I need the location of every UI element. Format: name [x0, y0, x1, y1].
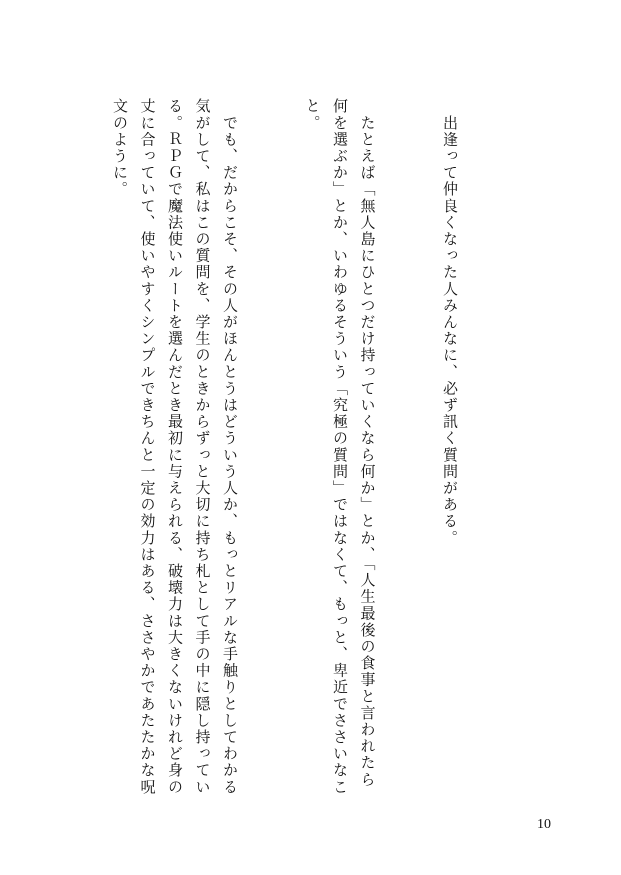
paragraph-2: たとえば「無人島にひとつだけ持っていくなら何か」とか、「人生最後の食事と言われたら何を選ぶか」とか、いわゆるそういう「究極の質問」ではなくて、もっと、卑近でささいなこと。: [303, 98, 377, 796]
page-number: 10: [537, 817, 551, 832]
body-text: [0, 98, 518, 798]
paragraph-3: でも、だからこそ、その人がほんとうはどういう人か、もっとリアルな手触りとしてわかる気がして、私はこの質問を、学生のときからずっと大切に持ち札として手の中に隠し持っている。ＲＰＧで魔法使いルートを選んだとき最初に与えられる、破壊力は大きくないけれど身の丈に合っていて、使いやすくシンプルできちんと一定の効力はある、ささやかであたたかな呪文のように。: [111, 98, 239, 796]
blank-line: [23, 98, 51, 798]
paragraph-1: 出逢って仲良くなった人みんなに、必ず訊く質問がある。: [441, 98, 459, 547]
